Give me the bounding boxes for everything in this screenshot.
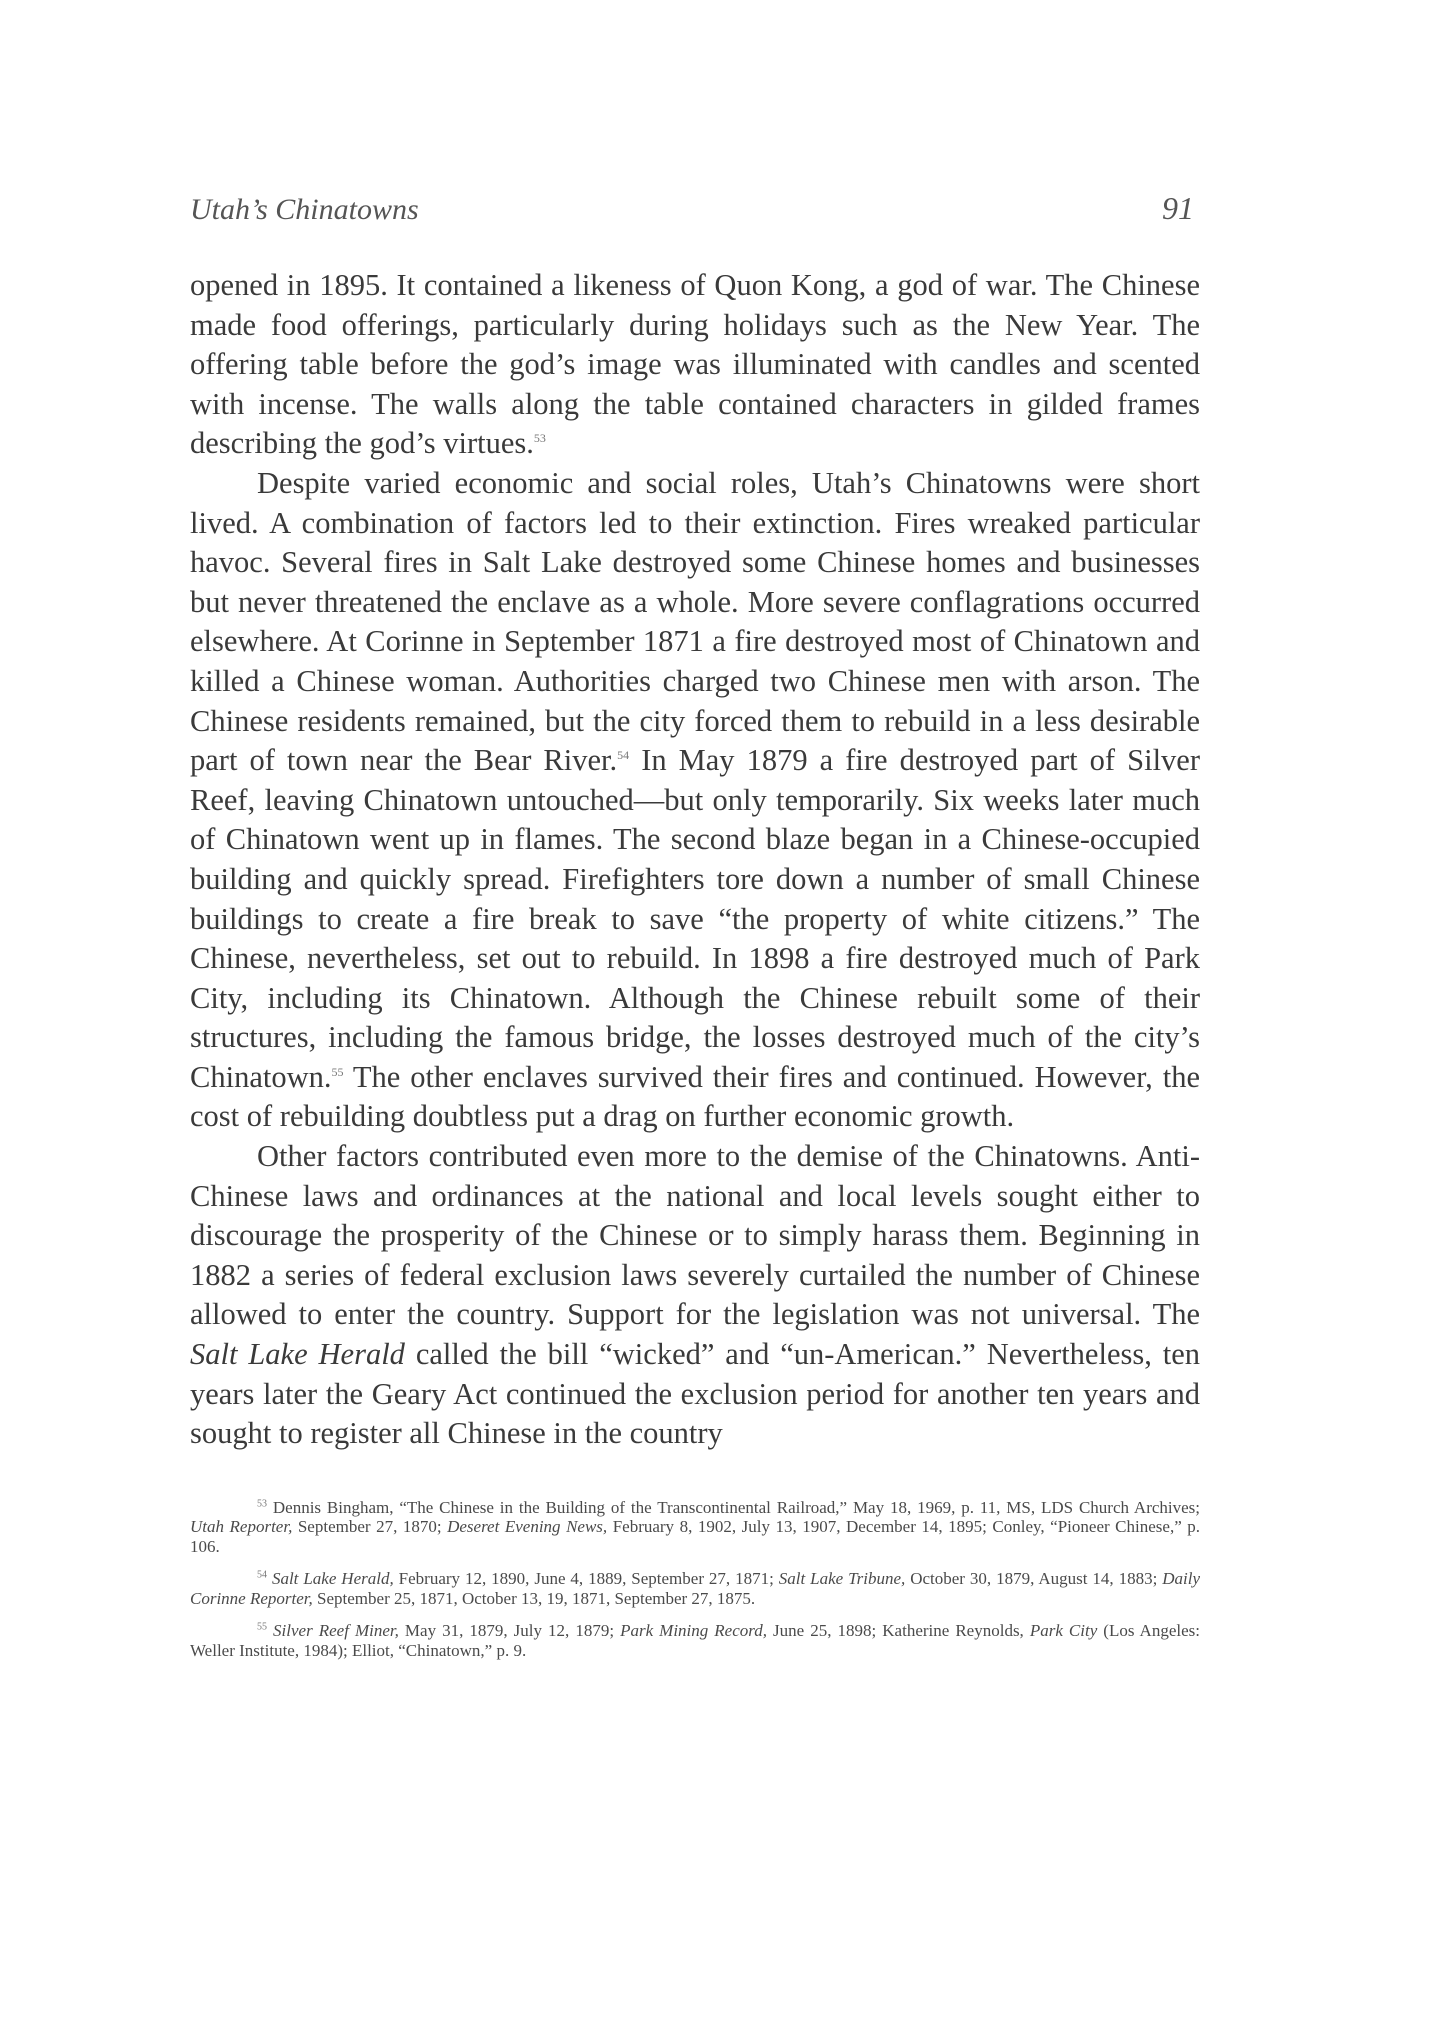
footnote-ref: 53 <box>533 431 546 446</box>
body-text <box>190 266 1200 1454</box>
footnote-number: 55 <box>257 1621 267 1633</box>
italic-text: Park City <box>1029 1621 1098 1641</box>
italic-text: Salt Lake Herald <box>190 1337 405 1372</box>
italic-text: Utah Reporter, <box>190 1517 293 1537</box>
footnotes <box>190 1498 1200 1661</box>
text-run: May 31, 1879, July 12, 1879; <box>398 1621 621 1641</box>
footnote-number: 54 <box>257 1569 267 1581</box>
italic-text: Park Mining Record, <box>620 1621 768 1641</box>
paragraph <box>190 266 1200 464</box>
text-run: Dennis Bingham, “The Chinese in the Building of the Transcontinental Railroad,” May 18, 1969, p. 11, MS, LDS Church Archives; <box>272 1497 1201 1517</box>
page-number: 91 <box>1162 190 1194 226</box>
text-run: September 27, 1870; <box>292 1517 448 1537</box>
text-run: The other enclaves survived their fires and continued. However, the cost of rebuilding doubtless put a drag on further economic growth. <box>190 1059 1200 1134</box>
text-run: February 12, 1890, June 4, 1889, September 27, 1871; <box>393 1569 779 1589</box>
text-run: Other factors contributed even more to the demise of the Chinatowns. Anti-Chinese laws and ordinances at the national and local levels sought either to discourage the prosperity of the Chinese or to simply harass them. Beginning in 1882 a series of federal exclusion laws severely curtailed the number of Chinese allowed to enter the country. Support for the legislation was not universal. The <box>190 1139 1200 1332</box>
footnote <box>190 1569 1200 1608</box>
text-run: Despite varied economic and social roles, Utah’s Chinatowns were short lived. A combination of factors led to their extinction. Fires wreaked particular havoc. Several fires in Salt Lake destroyed some Chinese homes and businesses but never threatened the enclave as a whole. More severe conflagrations occurred elsewhere. At Corinne in September 1871 a fire destroyed most of Chinatown and killed a Chinese woman. Authorities charged two Chinese men with arson. The Chinese residents remained, but the city forced them to rebuild in a less desirable part of town near the Bear River. <box>190 465 1200 778</box>
italic-text: Salt Lake Herald, <box>271 1569 394 1589</box>
text-run: In May 1879 a fire destroyed part of Silver Reef, leaving Chinatown untouched—but only temporarily. Six weeks later much of Chinatown went up in flames. The second blaze began in a Chinese-occupied building and quickly spread. Firefighters tore down a number of small Chinese buildings to create a fire break to save “the property of white citizens.” The Chinese, nevertheless, set out to rebuild. In 1898 a fire destroyed much of Park City, including its Chinatown. Although the Chinese rebuilt some of their structures, including the famous bridge, the losses destroyed much of the city’s Chinatown. <box>190 743 1200 1094</box>
footnote-ref: 54 <box>617 747 630 762</box>
footnote-number: 53 <box>257 1498 267 1510</box>
running-head-title: Utah’s Chinatowns <box>190 193 419 226</box>
italic-text: Salt Lake Tribune, <box>778 1569 906 1589</box>
text-run: October 30, 1879, August 14, 1883; <box>905 1569 1163 1589</box>
text-run: called the bill “wicked” and “un-American.” Nevertheless, ten years later the Geary Act continued the exclusion period for another ten years and sought to register all Chinese in the country <box>190 1337 1200 1451</box>
text-run: February 8, 1902, July 13, 1907, December 14, 1895; Conley, “Pioneer Chinese,” p. 106. <box>190 1517 1201 1556</box>
footnote-ref: 55 <box>331 1064 344 1079</box>
italic-text: Deseret Evening News, <box>447 1517 608 1537</box>
italic-text: Silver Reef Miner, <box>273 1621 399 1641</box>
text-run: opened in 1895. It contained a likeness of Quon Kong, a god of war. The Chinese made food offerings, particularly during holidays such as the New Year. The offering table before the god’s image was illuminated with candles and scented with incense. The walls along the table contained characters in gilded frames describing the god’s virtues. <box>190 268 1200 461</box>
text-run: (Los Angeles: Weller Institute, 1984); Elliot, “Chinatown,” p. 9. <box>190 1621 1200 1660</box>
book-page <box>190 190 1200 1673</box>
paragraph <box>190 1137 1200 1454</box>
paragraph <box>190 464 1200 1137</box>
running-head <box>190 190 1200 240</box>
footnote <box>190 1498 1200 1557</box>
footnote <box>190 1621 1200 1660</box>
text-run: June 25, 1898; Katherine Reynolds, <box>767 1621 1030 1641</box>
italic-text: Daily Corinne Reporter, <box>190 1569 1201 1608</box>
text-run: September 25, 1871, October 13, 19, 1871, September 27, 1875. <box>312 1588 756 1608</box>
